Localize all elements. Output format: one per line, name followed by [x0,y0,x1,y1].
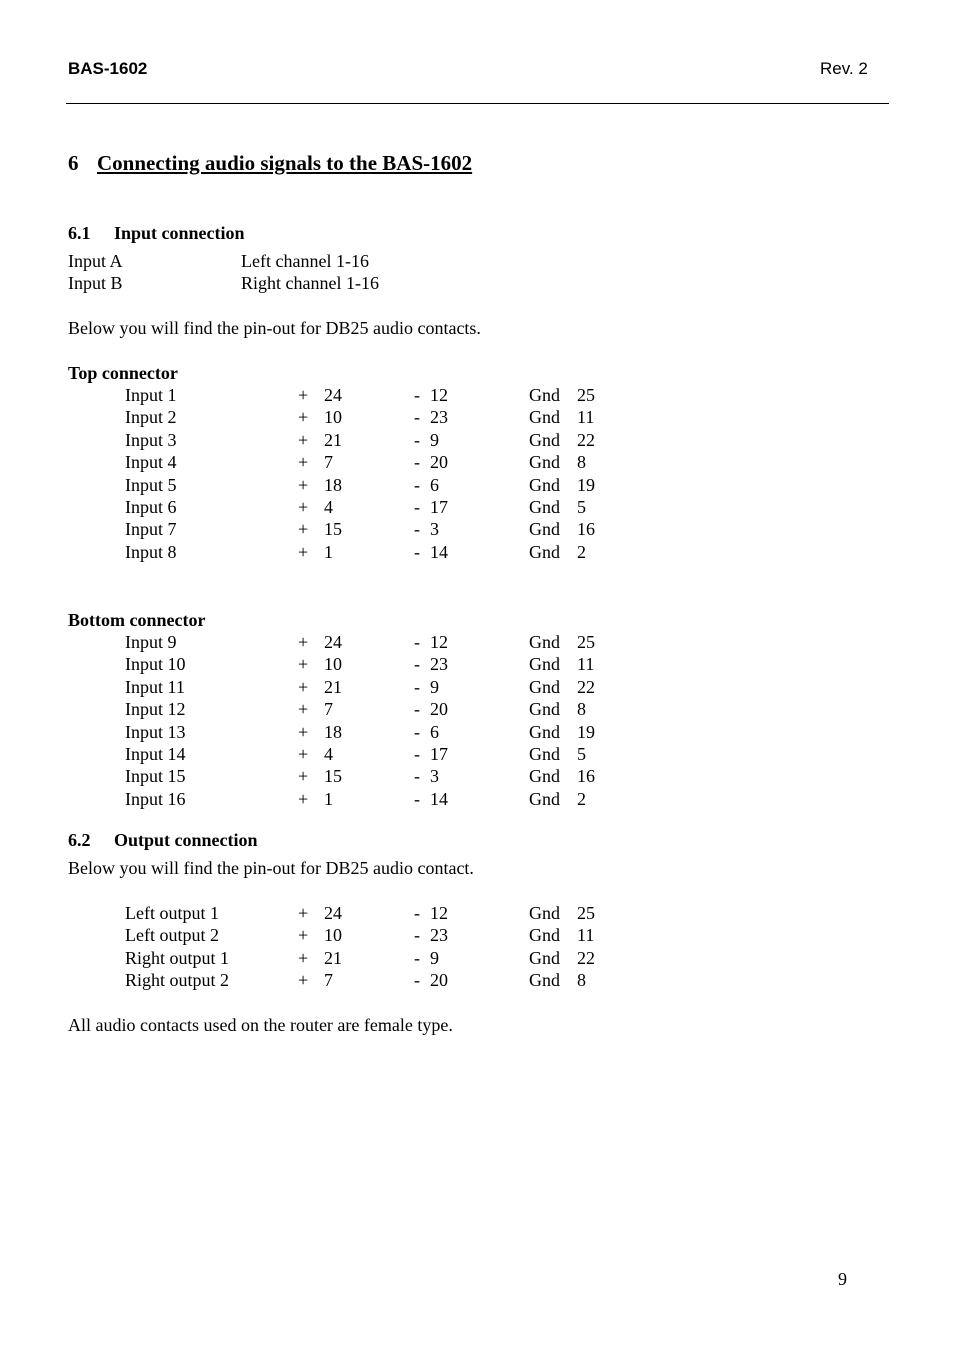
pin-row [0,518,954,540]
plus-symbol: + [298,429,309,450]
minus-symbol: - [414,970,420,991]
plus-symbol: + [298,632,309,652]
pin-name: Input 15 [125,766,186,787]
gnd-pin: 25 [577,385,595,405]
plus-pin: 1 [324,541,333,562]
gnd-label: Gnd [529,925,560,946]
pin-row [0,451,954,473]
gnd-label: Gnd [529,721,560,742]
gnd-label: Gnd [529,947,560,968]
page-number: 9 [838,1269,847,1289]
pin-name: Input 16 [125,788,186,809]
minus-symbol: - [414,519,420,540]
plus-pin: 21 [324,676,342,697]
gnd-label: Gnd [529,676,560,697]
top-connector-label: Top connector [68,363,178,383]
pin-name: Input 14 [125,744,186,764]
pin-name: Left output 1 [125,903,219,923]
input-mapping-value: Left channel 1-16 [241,251,369,271]
output-heading-title: Output connection [114,830,258,850]
minus-pin: 6 [430,721,439,742]
gnd-pin: 22 [577,947,595,968]
gnd-label: Gnd [529,541,560,562]
pin-row [0,496,954,518]
minus-pin: 14 [430,788,448,809]
header-product: BAS-1602 [68,59,148,78]
input-intro: Below you will find the pin-out for DB25 audio contacts. [68,318,481,338]
gnd-label: Gnd [529,497,560,517]
plus-pin: 24 [324,385,342,405]
minus-pin: 23 [430,925,448,946]
pin-name: Input 12 [125,699,186,720]
header-revision: Rev. 2 [820,59,868,78]
minus-symbol: - [414,407,420,428]
plus-symbol: + [298,676,309,697]
minus-symbol: - [414,676,420,697]
pin-row [0,902,954,924]
gnd-label: Gnd [529,474,560,495]
section-heading [68,151,472,176]
plus-symbol: + [298,407,309,428]
input-mapping-label: Input A [68,251,123,271]
pin-name: Right output 2 [125,970,230,991]
bottom-connector-label: Bottom connector [68,610,206,630]
plus-symbol: + [298,654,309,675]
plus-symbol: + [298,788,309,809]
header-divider [66,103,889,104]
minus-symbol: - [414,925,420,946]
pin-row [0,924,954,946]
minus-pin: 9 [430,429,439,450]
minus-pin: 6 [430,474,439,495]
gnd-label: Gnd [529,654,560,675]
gnd-pin: 2 [577,541,586,562]
plus-symbol: + [298,385,309,405]
plus-pin: 15 [324,519,342,540]
pin-row [0,541,954,563]
pin-row [0,429,954,451]
pin-name: Left output 2 [125,925,219,946]
input-heading [68,223,245,244]
output-intro: Below you will find the pin-out for DB25 audio contact. [68,858,474,878]
plus-pin: 18 [324,474,342,495]
gnd-pin: 8 [577,452,586,473]
pin-row [0,676,954,698]
minus-symbol: - [414,699,420,720]
pin-row [0,765,954,787]
gnd-label: Gnd [529,429,560,450]
plus-symbol: + [298,721,309,742]
pin-name: Input 4 [125,452,177,473]
input-heading-title: Input connection [114,223,245,243]
gnd-pin: 25 [577,632,595,652]
pin-name: Input 9 [125,632,177,652]
pin-row [0,969,954,991]
section-number: 6 [68,151,79,175]
gnd-label: Gnd [529,452,560,473]
plus-symbol: + [298,474,309,495]
pin-name: Input 8 [125,541,177,562]
pin-name: Input 5 [125,474,177,495]
plus-symbol: + [298,452,309,473]
plus-symbol: + [298,947,309,968]
plus-symbol: + [298,497,309,517]
gnd-label: Gnd [529,407,560,428]
minus-symbol: - [414,654,420,675]
plus-pin: 21 [324,947,342,968]
plus-pin: 24 [324,903,342,923]
gnd-pin: 16 [577,519,595,540]
pin-name: Input 7 [125,519,177,540]
minus-symbol: - [414,385,420,405]
pin-name: Input 13 [125,721,186,742]
pin-row [0,631,954,653]
gnd-pin: 11 [577,925,595,946]
plus-pin: 4 [324,744,333,764]
plus-symbol: + [298,519,309,540]
gnd-label: Gnd [529,903,560,923]
pin-row [0,721,954,743]
pin-name: Right output 1 [125,947,230,968]
gnd-pin: 11 [577,407,595,428]
gnd-label: Gnd [529,766,560,787]
gnd-pin: 5 [577,744,586,764]
minus-symbol: - [414,452,420,473]
minus-symbol: - [414,721,420,742]
gnd-pin: 11 [577,654,595,675]
gnd-label: Gnd [529,970,560,991]
minus-pin: 20 [430,970,448,991]
minus-pin: 20 [430,452,448,473]
plus-pin: 1 [324,788,333,809]
pin-row [0,653,954,675]
gnd-pin: 8 [577,970,586,991]
plus-pin: 10 [324,407,342,428]
footer-note: All audio contacts used on the router are female type. [68,1015,453,1035]
minus-symbol: - [414,903,420,923]
gnd-pin: 2 [577,788,586,809]
minus-symbol: - [414,788,420,809]
minus-symbol: - [414,744,420,764]
plus-pin: 7 [324,699,333,720]
minus-symbol: - [414,947,420,968]
plus-symbol: + [298,970,309,991]
input-mapping-value: Right channel 1-16 [241,273,379,293]
plus-pin: 21 [324,429,342,450]
plus-symbol: + [298,541,309,562]
gnd-label: Gnd [529,632,560,652]
minus-symbol: - [414,632,420,652]
pin-name: Input 2 [125,407,177,428]
pin-name: Input 1 [125,385,177,405]
gnd-label: Gnd [529,744,560,764]
minus-pin: 23 [430,654,448,675]
minus-symbol: - [414,497,420,517]
pin-name: Input 3 [125,429,177,450]
output-heading [68,830,258,851]
plus-symbol: + [298,903,309,923]
pin-name: Input 10 [125,654,186,675]
minus-pin: 12 [430,385,448,405]
plus-pin: 10 [324,925,342,946]
plus-pin: 10 [324,654,342,675]
plus-pin: 24 [324,632,342,652]
input-heading-number: 6.1 [68,223,91,243]
gnd-pin: 22 [577,429,595,450]
minus-pin: 12 [430,632,448,652]
pin-row [0,947,954,969]
pin-name: Input 6 [125,497,177,517]
minus-pin: 3 [430,519,439,540]
gnd-pin: 16 [577,766,595,787]
plus-symbol: + [298,925,309,946]
minus-pin: 14 [430,541,448,562]
pin-row [0,788,954,810]
pin-row [0,743,954,765]
pin-row [0,698,954,720]
minus-pin: 9 [430,947,439,968]
output-heading-number: 6.2 [68,830,91,850]
gnd-pin: 25 [577,903,595,923]
minus-symbol: - [414,474,420,495]
gnd-pin: 19 [577,721,595,742]
gnd-pin: 5 [577,497,586,517]
pin-row [0,406,954,428]
minus-pin: 3 [430,766,439,787]
pin-name: Input 11 [125,676,185,697]
gnd-pin: 8 [577,699,586,720]
pin-row [0,474,954,496]
gnd-label: Gnd [529,385,560,405]
minus-pin: 9 [430,676,439,697]
section-title: Connecting audio signals to the BAS-1602 [97,151,473,175]
gnd-pin: 22 [577,676,595,697]
gnd-label: Gnd [529,519,560,540]
gnd-pin: 19 [577,474,595,495]
plus-pin: 4 [324,497,333,517]
gnd-label: Gnd [529,699,560,720]
plus-pin: 18 [324,721,342,742]
plus-symbol: + [298,766,309,787]
minus-pin: 23 [430,407,448,428]
plus-pin: 7 [324,452,333,473]
minus-symbol: - [414,541,420,562]
minus-pin: 17 [430,497,448,517]
input-mapping-label: Input B [68,273,123,293]
plus-symbol: + [298,744,309,764]
pin-row [0,384,954,406]
plus-symbol: + [298,699,309,720]
minus-pin: 17 [430,744,448,764]
gnd-label: Gnd [529,788,560,809]
minus-pin: 20 [430,699,448,720]
minus-symbol: - [414,429,420,450]
minus-symbol: - [414,766,420,787]
plus-pin: 7 [324,970,333,991]
minus-pin: 12 [430,903,448,923]
plus-pin: 15 [324,766,342,787]
